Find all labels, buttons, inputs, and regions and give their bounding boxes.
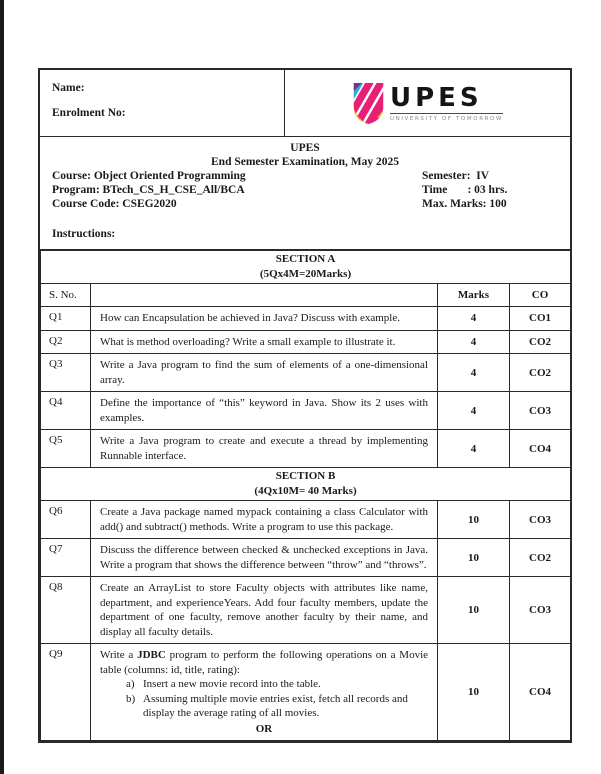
exam-meta-left bbox=[52, 169, 422, 211]
question-number: Q4 bbox=[41, 392, 91, 430]
marks-value: 4 bbox=[438, 392, 510, 430]
col-header-marks: Marks bbox=[438, 284, 510, 307]
subitem-text: Assuming multiple movie entries exist, fetch all records and display the average rating of all movies. bbox=[143, 692, 408, 719]
marks-value: 4 bbox=[438, 354, 510, 392]
question-subitem bbox=[126, 692, 428, 721]
question-text: What is method overloading? Write a small example to illustrate it. bbox=[91, 330, 438, 354]
question-intro bbox=[100, 648, 428, 677]
question-number: Q5 bbox=[41, 430, 91, 468]
upes-logo bbox=[285, 70, 570, 136]
section-row bbox=[41, 468, 571, 501]
student-info-and-logo-row bbox=[40, 70, 570, 137]
question-row bbox=[41, 644, 571, 741]
upes-shield-icon bbox=[352, 81, 385, 126]
program-label: Program: BTech_CS_H_CSE_All/BCA bbox=[52, 184, 245, 196]
upes-wordmark: UPES bbox=[389, 83, 483, 113]
exam-document bbox=[38, 68, 572, 743]
question-table-body bbox=[41, 251, 571, 741]
co-value: CO2 bbox=[510, 539, 571, 577]
instructions-label: Instructions: bbox=[52, 228, 116, 240]
course-code-label: Course Code: CSEG2020 bbox=[52, 198, 177, 210]
exam-meta-right bbox=[422, 169, 558, 211]
marks-value: 10 bbox=[438, 539, 510, 577]
question-row bbox=[41, 539, 571, 577]
question-row bbox=[41, 430, 571, 468]
question-text: Write a Java program to create and execute a thread by implementing Runnable interface. bbox=[91, 430, 438, 468]
subitem-text: Insert a new movie record into the table. bbox=[143, 678, 321, 690]
exam-title: End Semester Examination, May 2025 bbox=[211, 156, 399, 168]
marks-value: 10 bbox=[438, 577, 510, 644]
question-row bbox=[41, 501, 571, 539]
question-row bbox=[41, 392, 571, 430]
question-number: Q2 bbox=[41, 330, 91, 354]
upes-tagline: UNIVERSITY OF TOMORROW bbox=[390, 113, 503, 122]
question-number: Q1 bbox=[41, 307, 91, 331]
question-number: Q6 bbox=[41, 501, 91, 539]
name-label: Name: bbox=[52, 82, 85, 94]
question-row bbox=[41, 330, 571, 354]
co-value: CO4 bbox=[510, 430, 571, 468]
question-intro-bold-term: JDBC bbox=[137, 649, 166, 661]
exam-meta bbox=[52, 169, 558, 211]
question-table bbox=[40, 250, 571, 741]
section-header-cell bbox=[41, 468, 571, 501]
time-label: Time : 03 hrs. bbox=[422, 184, 508, 196]
col-header-co: CO bbox=[510, 284, 571, 307]
question-text: Write a Java program to find the sum of elements of a one-dimensional array. bbox=[91, 354, 438, 392]
co-value: CO3 bbox=[510, 392, 571, 430]
question-row bbox=[41, 577, 571, 644]
col-header-question bbox=[91, 284, 438, 307]
exam-title-block bbox=[40, 137, 570, 250]
question-intro-text: Write a bbox=[100, 649, 138, 661]
question-subitem bbox=[126, 677, 428, 692]
co-value: CO4 bbox=[510, 644, 571, 741]
question-row bbox=[41, 354, 571, 392]
or-separator: OR bbox=[255, 722, 273, 735]
question-number: Q3 bbox=[41, 354, 91, 392]
question-text: Create an ArrayList to store Faculty objects with attributes like name, department, and experienceYears. Add four faculty members, update the department of one faculty, remove another faculty by their name, and display all faculty details. bbox=[91, 577, 438, 644]
question-number: Q9 bbox=[41, 644, 91, 741]
question-text: Create a Java package named mypack containing a class Calculator with add() and subtract() methods. Write a program to use this package. bbox=[91, 501, 438, 539]
section-title: SECTION B bbox=[275, 470, 336, 482]
co-value: CO2 bbox=[510, 354, 571, 392]
university-name: UPES bbox=[290, 142, 320, 154]
question-text: Define the importance of “this” keyword in Java. Show its 2 uses with examples. bbox=[91, 392, 438, 430]
subitem-marker: b) bbox=[126, 692, 136, 705]
question-number: Q7 bbox=[41, 539, 91, 577]
column-header-row bbox=[41, 284, 571, 307]
section-header-cell bbox=[41, 251, 571, 284]
question-text bbox=[91, 644, 438, 741]
question-intro-text: program to perform the following operations on a Movie table (columns: id, title, rating): bbox=[100, 649, 429, 676]
marks-value: 10 bbox=[438, 501, 510, 539]
co-value: CO3 bbox=[510, 577, 571, 644]
section-row bbox=[41, 251, 571, 284]
question-row bbox=[41, 307, 571, 331]
section-title: SECTION A bbox=[275, 253, 336, 265]
marks-value: 10 bbox=[438, 644, 510, 741]
subitem-marker: a) bbox=[126, 678, 135, 690]
marks-value: 4 bbox=[438, 330, 510, 354]
marks-value: 4 bbox=[438, 307, 510, 331]
co-value: CO2 bbox=[510, 330, 571, 354]
question-number: Q8 bbox=[41, 577, 91, 644]
student-info-box bbox=[40, 70, 285, 136]
section-marks-scheme: (4Qx10M= 40 Marks) bbox=[254, 485, 357, 497]
scan-edge-artifact bbox=[0, 0, 4, 774]
enrolment-label: Enrolment No: bbox=[52, 107, 126, 119]
semester-label: Semester: IV bbox=[422, 170, 490, 182]
section-marks-scheme: (5Qx4M=20Marks) bbox=[259, 268, 352, 280]
course-label: Course: Object Oriented Programming bbox=[52, 170, 246, 182]
co-value: CO1 bbox=[510, 307, 571, 331]
max-marks-label: Max. Marks: 100 bbox=[422, 198, 507, 210]
marks-value: 4 bbox=[438, 430, 510, 468]
col-header-sno: S. No. bbox=[41, 284, 91, 307]
upes-wordmark-block bbox=[390, 84, 503, 122]
question-text: Discuss the difference between checked & unchecked exceptions in Java. Write a program that shows the difference between “throw” and “throws”. bbox=[91, 539, 438, 577]
co-value: CO3 bbox=[510, 501, 571, 539]
question-text: How can Encapsulation be achieved in Java? Discuss with example. bbox=[91, 307, 438, 331]
